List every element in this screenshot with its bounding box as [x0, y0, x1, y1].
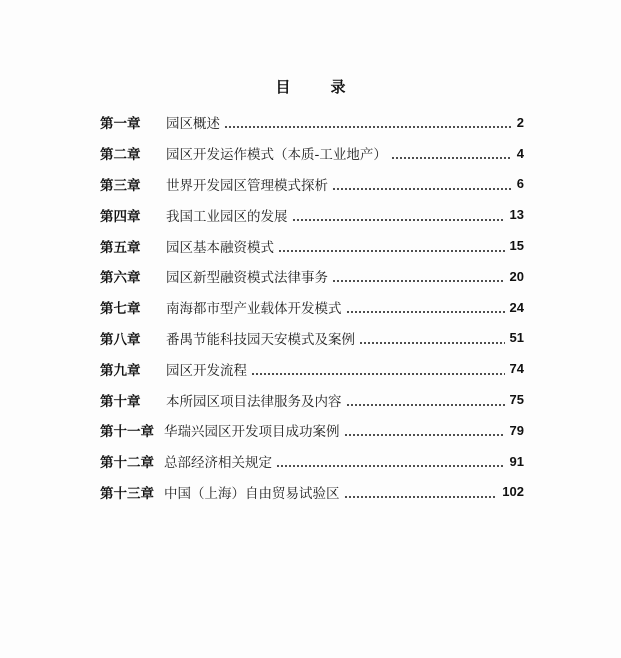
toc-chapter-label: 第八章 [100, 331, 141, 348]
toc-dot-leader [332, 280, 505, 282]
toc-dot-leader [346, 404, 505, 406]
toc-entry-title: 园区基本融资模式 [166, 239, 274, 256]
toc-entry-title: 中国（上海）自由贸易试验区 [164, 485, 340, 502]
toc-dot-leader [391, 157, 512, 159]
toc-page-number: 102 [502, 484, 524, 500]
toc-dot-leader [359, 342, 505, 344]
toc-entry-title: 我国工业园区的发展 [166, 208, 288, 225]
toc-entry-title: 番禺节能科技园天安模式及案例 [166, 331, 355, 348]
toc-dot-leader [292, 219, 505, 221]
toc-chapter-label: 第六章 [100, 270, 141, 287]
toc-page-number: 20 [509, 268, 524, 284]
toc-page-number: 24 [509, 299, 524, 315]
toc-page-number: 6 [516, 176, 524, 192]
toc-chapter-label: 第十三章 [100, 485, 154, 502]
toc-entry-title: 南海都市型产业载体开发模式 [166, 301, 342, 318]
toc-entry[interactable] [100, 323, 524, 354]
toc-entry[interactable] [100, 261, 524, 292]
toc-heading [0, 76, 621, 97]
toc-dot-leader [278, 250, 505, 252]
toc-chapter-label: 第十一章 [100, 424, 154, 441]
toc-entry-title: 总部经济相关规定 [164, 455, 272, 472]
toc-page-number: 91 [509, 453, 524, 469]
toc-entry-title: 园区概述 [166, 116, 220, 133]
toc-dot-leader [344, 496, 498, 498]
toc-dot-leader [251, 373, 505, 375]
toc-chapter-label: 第三章 [100, 177, 141, 194]
toc-entry[interactable] [100, 415, 524, 446]
toc-entry-title: 园区开发运作模式（本质-工业地产） [166, 147, 387, 164]
toc-chapter-label: 第九章 [100, 362, 141, 379]
toc-dot-leader [332, 188, 512, 190]
toc-entry[interactable] [100, 138, 524, 169]
toc-heading-right: 录 [330, 78, 346, 96]
toc-chapter-label: 第二章 [100, 147, 141, 164]
toc-entry-title: 本所园区项目法律服务及内容 [166, 393, 342, 410]
toc-entry-title: 华瑞兴园区开发项目成功案例 [164, 424, 340, 441]
toc-entry[interactable] [100, 384, 524, 415]
toc-entry[interactable] [100, 169, 524, 200]
toc-entry-title: 园区新型融资模式法律事务 [166, 270, 328, 287]
toc-chapter-label: 第一章 [100, 116, 141, 133]
toc-chapter-label: 第十章 [100, 393, 141, 410]
toc-entry[interactable] [100, 292, 524, 323]
toc-page-number: 15 [509, 238, 524, 254]
toc-chapter-label: 第五章 [100, 239, 141, 256]
toc-page-number: 13 [509, 207, 524, 223]
toc-page-number: 51 [509, 330, 524, 346]
toc-page-number: 74 [509, 361, 524, 377]
toc-chapter-label: 第四章 [100, 208, 141, 225]
toc-page-number: 75 [509, 392, 524, 408]
toc-dot-leader [344, 434, 505, 436]
toc-chapter-label: 第十二章 [100, 455, 154, 472]
toc-entry[interactable] [100, 353, 524, 384]
toc-chapter-label: 第七章 [100, 301, 141, 318]
toc-entry-title: 世界开发园区管理模式探析 [166, 177, 328, 194]
toc-list [100, 107, 524, 507]
toc-entry[interactable] [100, 446, 524, 477]
toc-entry[interactable] [100, 477, 524, 508]
toc-dot-leader [346, 311, 505, 313]
toc-entry[interactable] [100, 230, 524, 261]
toc-dot-leader [224, 126, 512, 128]
toc-entry[interactable] [100, 199, 524, 230]
toc-page-number: 79 [509, 422, 524, 438]
toc-page-number: 2 [516, 114, 524, 130]
toc-entry-title: 园区开发流程 [166, 362, 247, 379]
toc-page-number: 4 [516, 145, 524, 161]
toc-dot-leader [276, 465, 505, 467]
toc-entry[interactable] [100, 107, 524, 138]
toc-heading-left: 目 [275, 78, 291, 96]
